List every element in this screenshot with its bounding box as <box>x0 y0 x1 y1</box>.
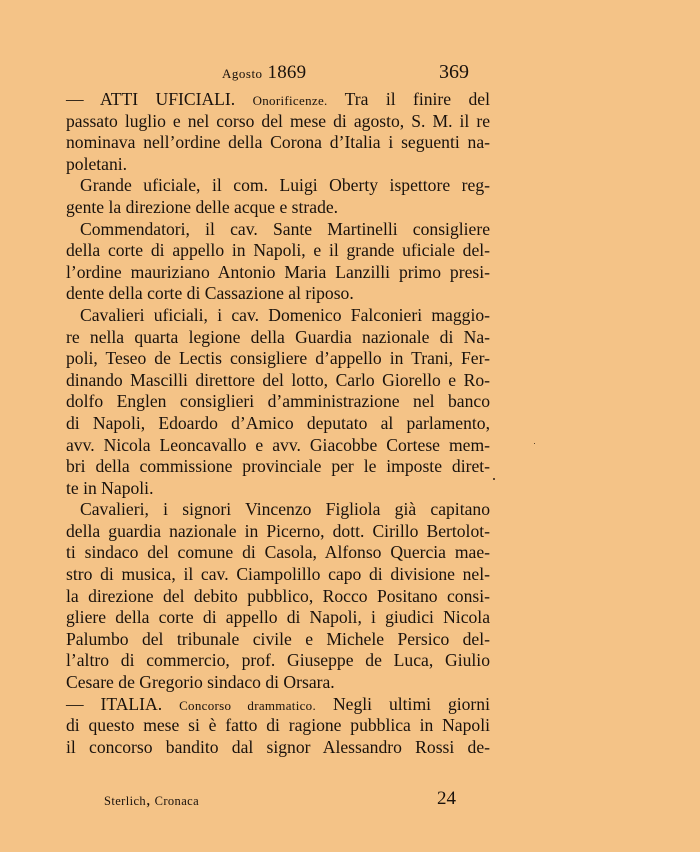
running-head-year: 1869 <box>267 62 307 83</box>
text-line: Cavalieri, i signori Vincenzo Figliola già capitano <box>80 499 490 520</box>
text-line: della guardia nazionale in Picerno, dott. Cirillo Bertolot- <box>66 520 490 541</box>
text-line: Cesare de Gregorio sindaco di Orsara. <box>66 672 335 693</box>
text-line: nominava nell’ordine della Corona d’Italia i seguenti na- <box>66 132 490 153</box>
text-line: — ATTI UFICIALI. Onorificenze. Tra il finire del <box>66 89 490 109</box>
running-head-month: Agosto <box>222 66 263 81</box>
section-subheading-concorso: Concorso drammatico. <box>179 697 317 713</box>
text-line: gente la direzione delle acque e strade. <box>66 196 339 217</box>
running-head <box>0 58 700 88</box>
text-line: Palumbo del tribunale civile e Michele Persico del- <box>66 628 490 649</box>
ink-speck <box>534 443 535 444</box>
running-head-date <box>222 62 306 84</box>
text-line: l’altro di commercio, prof. Giuseppe de Luca, Giulio <box>66 650 490 671</box>
text-line: Cavalieri uficiali, i cav. Domenico Falconieri maggio- <box>80 304 490 325</box>
text-line: di questo mese si è fatto di ragione pubblica in Napoli <box>66 715 490 736</box>
text-line: ti sindaco del comune di Casola, Alfonso Quercia mae- <box>66 542 490 563</box>
text-line: della corte di appello in Napoli, e il grande uficiale del- <box>66 240 490 261</box>
section-subheading-onorificenze: Onorificenze. <box>252 93 328 108</box>
text-line: bri della commissione provinciale per le imposte diret- <box>66 456 490 477</box>
text-line: il concorso bandito dal signor Alessandro Rossi de- <box>66 736 490 757</box>
text-line: l’ordine mauriziano Antonio Maria Lanzilli primo presi- <box>66 261 490 282</box>
signature: Sterlich, Cronaca <box>104 790 200 809</box>
text-line: dinando Mascilli direttore del lotto, Carlo Giorello e Ro- <box>66 369 490 390</box>
text-line: dolfo Englen consiglieri d’amministrazione nel banco <box>66 391 490 412</box>
section-heading-atti-uficiali: — ATTI UFICIALI. <box>66 89 236 109</box>
text-line: la direzione del debito pubblico, Rocco Positano consi- <box>66 585 490 606</box>
signature-title: Cronaca <box>154 794 200 808</box>
section-heading-italia: — ITALIA. <box>66 693 163 714</box>
page-number: 369 <box>439 61 469 83</box>
text-line: avv. Nicola Leoncavallo e avv. Giacobbe Cortese mem- <box>66 434 490 455</box>
page-body <box>66 89 490 758</box>
text-line: di Napoli, Edoardo d’Amico deputato al parlamento, <box>66 412 490 433</box>
text-line: poletani. <box>66 153 128 174</box>
text-line: Grande uficiale, il com. Luigi Oberty ispettore reg- <box>80 175 490 196</box>
text-line: re nella quarta legione della Guardia nazionale di Na- <box>66 326 490 347</box>
text-line: te in Napoli. <box>66 477 154 498</box>
signature-author: Sterlich <box>104 794 147 808</box>
ink-speck <box>493 478 495 480</box>
page-footer <box>0 788 700 812</box>
signature-mark: 24 <box>437 788 456 809</box>
text-line: stro di musica, il cav. Ciampolillo capo di divisione nel- <box>66 564 490 585</box>
text-line: poli, Teseo de Lectis consigliere d’appello in Trani, Fer- <box>66 348 490 369</box>
text-line: dente della corte di Cassazione al riposo. <box>66 283 354 304</box>
text-line: gliere della corte di appello di Napoli, i giudici Nicola <box>66 607 490 628</box>
text-line: passato luglio e nel corso del mese di agosto, S. M. il re <box>66 110 490 131</box>
text-line: — ITALIA. Concorso drammatico. Negli ultimi giorni <box>66 693 490 714</box>
text-line: Commendatori, il cav. Sante Martinelli consigliere <box>80 218 490 239</box>
